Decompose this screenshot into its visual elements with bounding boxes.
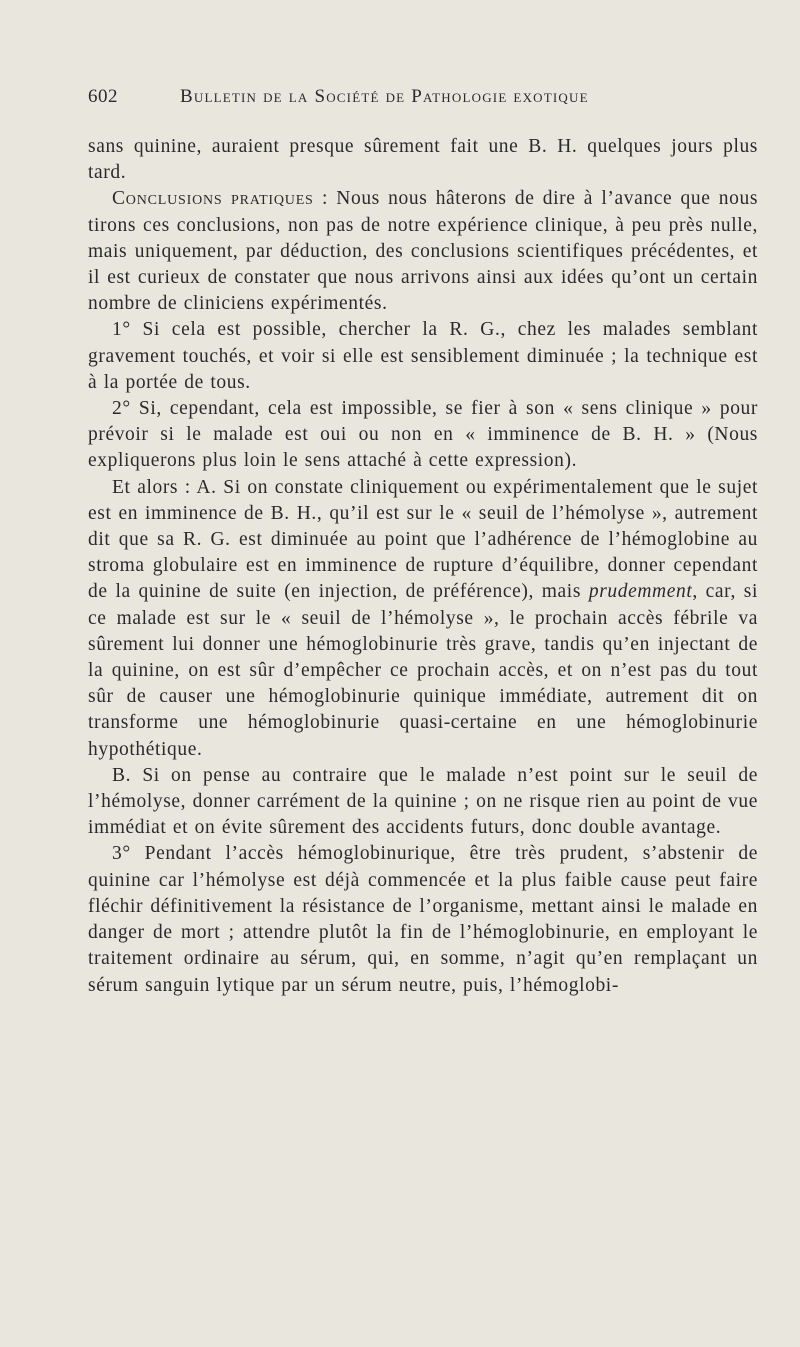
paragraph-text: sans quinine, auraient presque sûrement fait une B. H. quelques jours plus tard.: [88, 136, 758, 184]
paragraph-case-b: [88, 763, 758, 842]
paragraph-case-a: [88, 475, 758, 763]
paragraph-text: Et alors : A. Si on constate cliniquement ou expérimentalement que le sujet est en imminence de B. H., qu’il est sur le « seuil de l’hémolyse », autrement dit que sa R. G. est diminuée au point que l’adhérence de l’hémoglobine au stroma globulaire est en imminence de rupture d’équilibre, donner cependant de la quinine de suite (en injection, de préférence), mais: [88, 476, 758, 603]
running-title: Bulletin de la Société de Pathologie exotique: [180, 86, 589, 107]
paragraph-point-1: [88, 317, 758, 396]
paragraph-text: 3° Pendant l’accès hémoglobinurique, être très prudent, s’abstenir de quinine car l’hémolyse est déjà commencée et la plus faible cause peut faire fléchir définitivement la résistance de l’organisme, mettant ainsi le malade en danger de mort ; attendre plutôt la fin de l’hémoglobinurie, en employant le traitement ordinaire au sérum, qui, en somme, n’agit qu’en remplaçant un sérum sanguin lytique par un sérum neutre, puis, l’hémoglobi-: [88, 843, 758, 996]
page-number: 602: [88, 86, 118, 107]
page-header: [88, 86, 728, 126]
paragraph-text: B. Si on pense au contraire que le malade n’est point sur le seuil de l’hémolyse, donner carrément de la quinine ; on ne risque rien au point de vue immédiat et on évite sûrement des accidents futurs, donc double avantage.: [88, 764, 758, 839]
paragraph-conclusions: [88, 186, 758, 317]
paragraph-text: 1° Si cela est possible, chercher la R. G., chez les malades semblant gravement touchés, et voir si elle est sensiblement diminuée ; la technique est à la portée de tous.: [88, 319, 758, 393]
body-text: [88, 134, 758, 999]
section-lead-in: Conclusions pratiques: [112, 188, 314, 210]
paragraph-text: 2° Si, cependant, cela est impossible, se fier à son « sens clinique » pour prévoir si le malade est oui ou non en « imminence de B. H. » (Nous expliquerons plus loin le sens attaché à cette expression).: [88, 398, 758, 472]
paragraph-point-2: [88, 396, 758, 475]
paragraph-text: , car, si ce malade est sur le « seuil de l’hémolyse », le prochain accès fébrile va sûrement lui donner une hémoglobinurie très grave, tandis qu’en injectant de la quinine, on est sûr d’empêcher ce prochain accès, et on n’est pas du tout sûr de causer une hémoglobinurie quinique immédiate, autrement dit on transforme une hémoglobinurie quasi-certaine en une hémoglobinurie hypothétique.: [88, 581, 758, 760]
emphasis-text: prudemment: [588, 581, 693, 603]
paragraph-continuation: [88, 134, 758, 186]
paragraph-text: : Nous nous hâterons de dire à l’avance que nous tirons ces conclusions, non pas de notre expérience clinique, à peu près nulle, mais uniquement, par déduction, des conclusions scientifiques précédentes, et il est curieux de constater que nous arrivons ainsi aux idées qu’ont un certain nombre de cliniciens expérimentés.: [88, 188, 759, 315]
paragraph-point-3: [88, 841, 758, 998]
